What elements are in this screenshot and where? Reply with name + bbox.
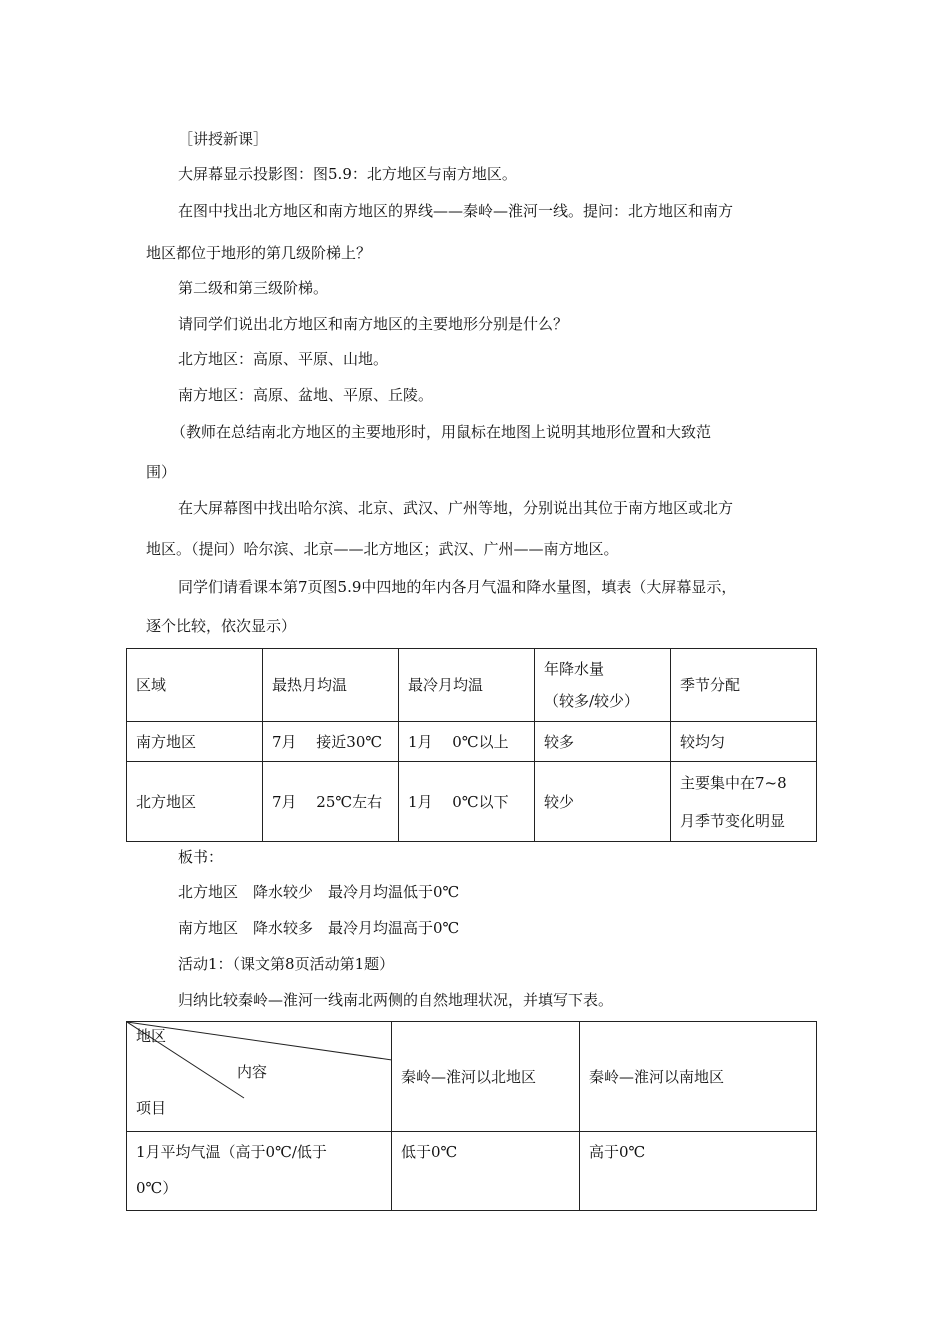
paragraph: 大屏幕显示投影图：图5.9：北方地区与南方地区。 (178, 165, 517, 183)
paragraph: 第二级和第三级阶梯。 (178, 279, 329, 297)
cell-season (671, 762, 817, 842)
cell-north-value: 低于0℃ (392, 1132, 580, 1211)
header-annual-precipitation (535, 649, 671, 722)
diag-label-region: 地区 (136, 1027, 167, 1045)
header-region: 区域 (127, 649, 263, 722)
cell-south-value: 高于0℃ (580, 1132, 817, 1211)
paragraph: 地区都位于地形的第几级阶梯上？ (146, 244, 372, 262)
header-precip-line2: （较多/较少） (544, 692, 640, 710)
header-precip-line1: 年降水量 (544, 660, 605, 678)
header-hottest-month: 最热月均温 (263, 649, 399, 722)
cell-season-line2: 月季节变化明显 (680, 811, 786, 830)
cell-precip: 较少 (535, 762, 671, 842)
paragraph-heading: ［讲授新课］ (178, 130, 269, 148)
paragraph: 地区。（提问）哈尔滨、北京——北方地区；武汉、广州——南方地区。 (146, 540, 619, 558)
row-label-jan-temp (127, 1132, 392, 1211)
paragraph: 在大屏幕图中找出哈尔滨、北京、武汉、广州等地，分别说出其位于南方地区或北方 (178, 499, 734, 517)
header-north-of-line: 秦岭—淮河以北地区 (392, 1022, 580, 1132)
diagonal-header-cell (127, 1022, 392, 1132)
climate-comparison-table (126, 648, 817, 842)
paragraph: 围） (146, 463, 177, 481)
cell-coldest: 1月 0℃以上 (399, 722, 535, 762)
table-header-row (127, 1022, 817, 1132)
board-notes-south: 南方地区 降水较多 最冷月均温高于0℃ (178, 919, 460, 937)
cell-precip: 较多 (535, 722, 671, 762)
cell-hottest: 7月 接近30℃ (263, 722, 399, 762)
paragraph: 请同学们说出北方地区和南方地区的主要地形分别是什么？ (178, 315, 569, 333)
paragraph: （教师在总结南北方地区的主要地形时，用鼠标在地图上说明其地形位置和大致范 (171, 423, 712, 441)
header-seasonal-distribution: 季节分配 (671, 649, 817, 722)
paragraph: 同学们请看课本第7页图5.9中四地的年内各月气温和降水量图，填表（大屏幕显示， (178, 578, 737, 596)
paragraph: 南方地区：高原、盆地、平原、丘陵。 (178, 386, 434, 404)
diag-label-item: 项目 (136, 1099, 167, 1117)
table-row (127, 1132, 817, 1211)
cell-region: 南方地区 (127, 722, 263, 762)
paragraph: 在图中找出北方地区和南方地区的界线——秦岭—淮河一线。提问：北方地区和南方 (178, 202, 734, 220)
board-notes-label: 板书： (178, 848, 224, 866)
qinling-huaihe-comparison-table (126, 1021, 817, 1211)
table-row (127, 762, 817, 842)
row-label-line2: 0℃） (136, 1179, 178, 1197)
table-row (127, 722, 817, 762)
paragraph: 北方地区：高原、平原、山地。 (178, 350, 389, 368)
row-label-line1: 1月平均气温（高于0℃/低于 (136, 1143, 327, 1161)
cell-hottest: 7月 25℃左右 (263, 762, 399, 842)
cell-region: 北方地区 (127, 762, 263, 842)
activity-instruction: 归纳比较秦岭—淮河一线南北两侧的自然地理状况，并填写下表。 (178, 991, 614, 1009)
paragraph: 逐个比较，依次显示） (146, 617, 297, 635)
table-header-row (127, 649, 817, 722)
diag-label-content: 内容 (237, 1063, 268, 1081)
board-notes-north: 北方地区 降水较少 最冷月均温低于0℃ (178, 883, 460, 901)
cell-coldest: 1月 0℃以下 (399, 762, 535, 842)
cell-season: 较均匀 (671, 722, 817, 762)
cell-season-line1: 主要集中在7~8 (680, 773, 787, 792)
activity-title: 活动1：（课文第8页活动第1题） (178, 955, 395, 973)
header-south-of-line: 秦岭—淮河以南地区 (580, 1022, 817, 1132)
header-coldest-month: 最冷月均温 (399, 649, 535, 722)
